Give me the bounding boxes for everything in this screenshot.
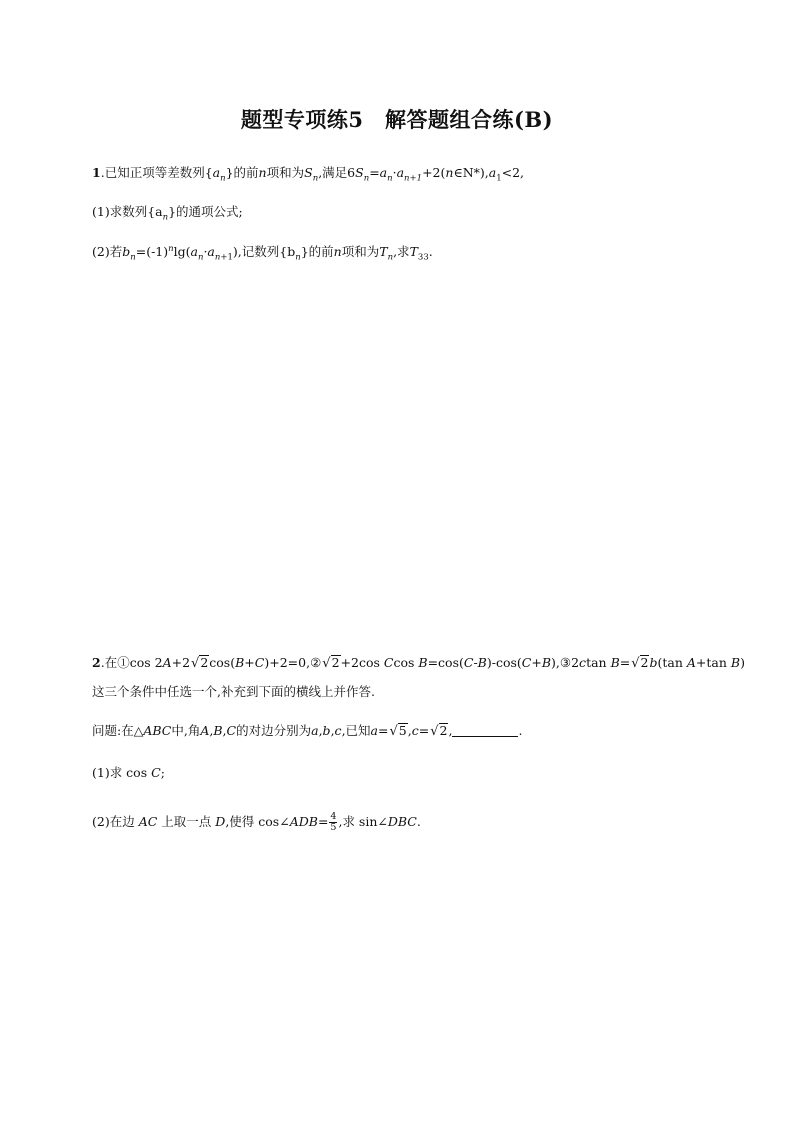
q1-sub2: (2)若$b_n=(-1)^n\lg(a_n\cdot a_{n+1})$,记数列$\{b_n\}$的前n项和为$T_n$,求$T_{33}$. (92, 243, 433, 263)
q2-stem: 2.在①cos 2A+2√2cos(B+C)+2=0,②√2+2cos Ccos B=cos(C-B)-cos(C+B),③2ctan B=√2b(tan A+tan B) (92, 655, 745, 671)
fraction-four-fifths: $\frac{4}{5}$ (330, 811, 337, 833)
q2-sub1: (1)求 cos C; (92, 765, 165, 780)
q1-sub1: (1)求数列$\{a_n\}$的通项公式; (92, 204, 243, 223)
page-title: 题型专项练5 解答题组合练(B) (240, 107, 554, 132)
q2-conditions-note: 这三个条件中任选一个,补充到下面的横线上并作答. (92, 684, 375, 699)
q2-problem: 问题:在△ABC中,角A,B,C的对边分别为a,b,c,已知a=√5,c=√2, . (92, 723, 523, 739)
q2-sub2: (2)在边 AC 上取一点 D,使得 cos∠ADB= $\frac{4}{5}$ ,求 sin∠DBC. (92, 811, 421, 833)
answer-blank (452, 724, 518, 737)
q1-stem: 1.已知正项等差数列$\{a_n\}$的前n项和为$S_n$,满足$6S_n=a_n\cdot a_{n+1}+2(n\in N*),a_1<2$, (92, 165, 525, 184)
